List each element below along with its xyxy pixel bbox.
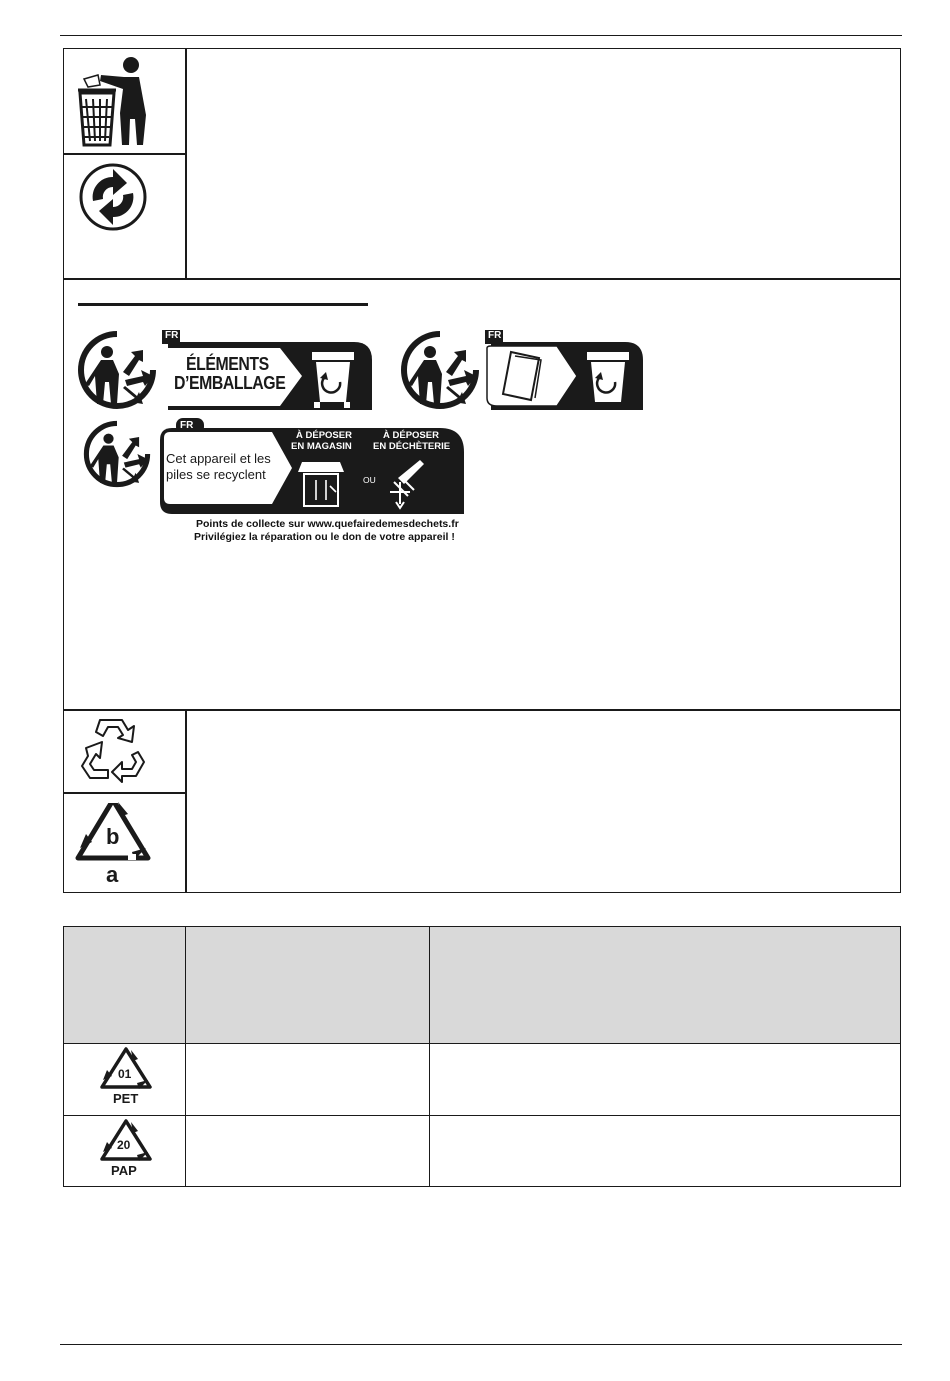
store-line1: À DÉPOSER [296,430,352,441]
packaging-title-line2: D’EMBALLAGE [174,373,286,393]
store-line2: EN MAGASIN [291,441,352,452]
paper-label-icon [483,328,645,410]
table2-header-cell [63,926,186,1044]
mobius-below-letter: a [106,862,119,887]
header-rule [60,35,902,36]
triman-icon [400,330,480,410]
triman-country-code: FR [165,330,179,341]
mobius-inner-letter: b [106,824,120,849]
tidyman-bin-icon [76,55,154,147]
footer-rule [60,1344,902,1345]
resin-abbr: PET [113,1091,139,1106]
packaging-title-line1: ÉLÉMENTS [186,354,269,374]
dump-line1: À DÉPOSER [383,430,439,441]
resin-number: 20 [117,1138,131,1152]
table1-col-divider [185,709,187,893]
table-row [185,1115,430,1187]
section-underline [78,303,368,306]
resin-abbr: PAP [111,1163,137,1178]
triman-icon [77,330,157,410]
or-label: OU [363,475,376,485]
dump-line2: EN DÉCHÈTERIE [373,441,451,452]
triman-icon [77,420,157,488]
table-row [429,1115,901,1187]
table1-row-divider [63,709,901,711]
table2-header-cell [185,926,430,1044]
device-text-line1: Cet appareil et les [166,451,271,466]
table1-col-divider [185,48,187,278]
collection-info-line2: Privilégiez la réparation ou le don de votre appareil ! [194,531,455,543]
table2-header-cell [429,926,901,1044]
recycle-icon [78,714,148,784]
table1-cell-divider [63,153,185,155]
triman-country-code: FR [180,420,194,431]
table-row [429,1043,901,1116]
table1-cell-divider [63,792,185,794]
collection-info-line1: Points de collecte sur www.quefairedemesdechets.fr [196,518,459,530]
table-row [185,1043,430,1116]
table1-row-divider [63,278,901,280]
resin-number: 01 [118,1067,132,1081]
triman-country-code: FR [488,330,502,341]
device-text-line2: piles se recyclent [166,467,266,482]
green-dot-icon [79,163,147,231]
